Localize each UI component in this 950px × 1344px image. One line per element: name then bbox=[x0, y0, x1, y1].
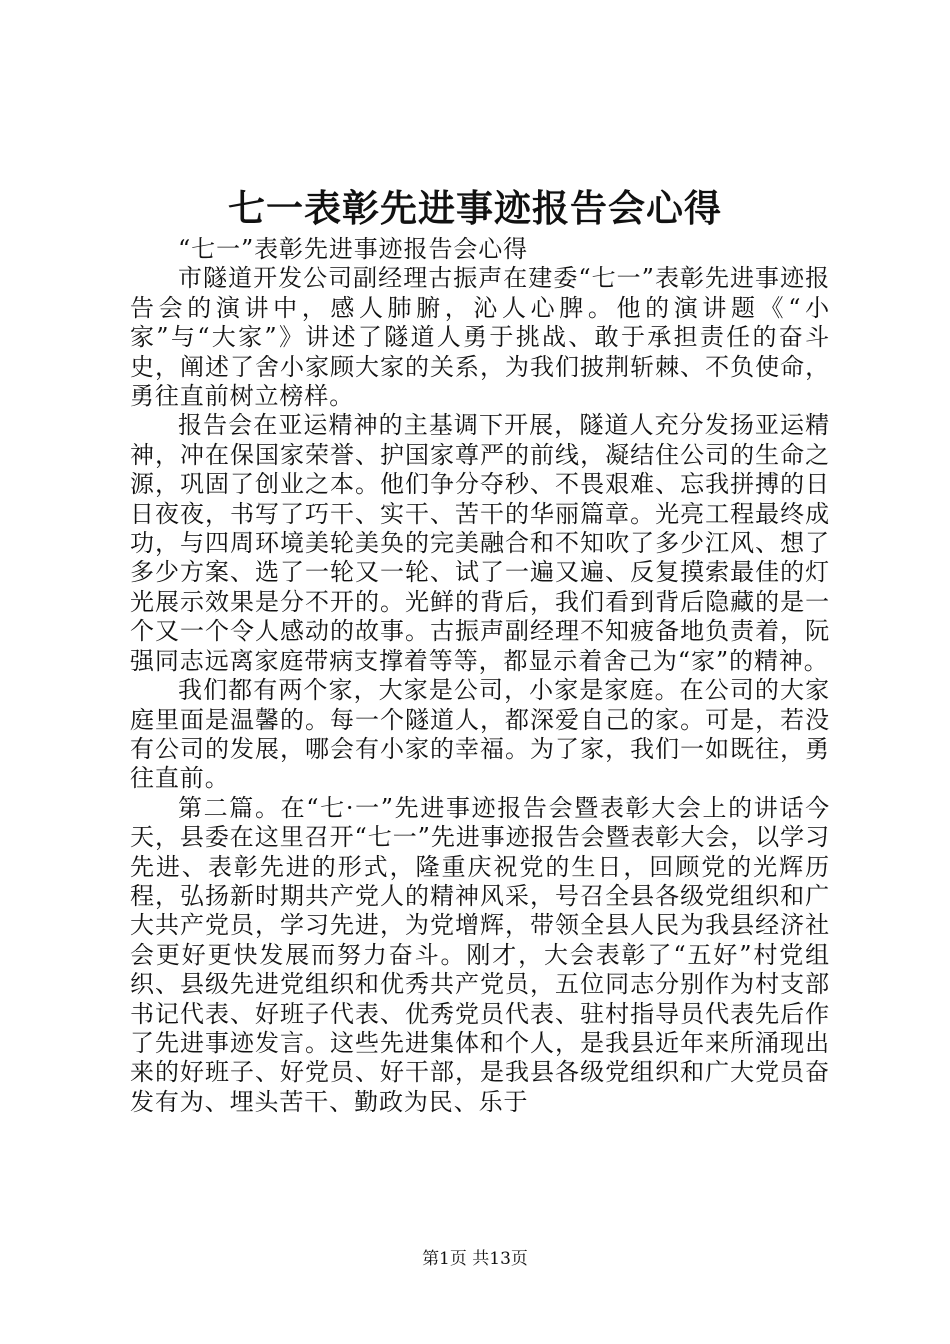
document-title: 七一表彰先进事迹报告会心得 bbox=[228, 186, 722, 230]
paragraph-4: 第二篇。在“七·一”先进事迹报告会暨表彰大会上的讲话今天，县委在这里召开“七一”先进事迹报告会暨表彰大会，以学习先进、表彰先进的形式，隆重庆祝党的生日，回顾党的光辉历程，弘扬新时期共产党人的精神风采，号召全县各级党组织和广大共产党员，学习先进，为党增辉，带领全县人民为我县经济社会更好更快发展而努力奋斗。刚才，大会表彰了“五好”村党组织、县级先进党组织和优秀共产党员，五位同志分别作为村支部书记代表、好班子代表、优秀党员代表、驻村指导员代表先后作了先进事迹发言。这些先进集体和个人，是我县近年来所涌现出来的好班子、好党员、好干部，是我县各级党组织和广大党员奋发有为、埋头苦干、勤政为民、乐于 bbox=[130, 793, 830, 1116]
document-body bbox=[130, 235, 830, 1117]
paragraph-1: 市隧道开发公司副经理古振声在建委“七一”表彰先进事迹报告会的演讲中，感人肺腑，沁人心脾。他的演讲题《“小家”与“大家”》讲述了隧道人勇于挑战、敢于承担责任的奋斗史，阐述了舍小家顾大家的关系，为我们披荆斩棘、不负使命，勇往直前树立榜样。 bbox=[130, 264, 830, 411]
paragraph-2: 报告会在亚运精神的主基调下开展，隧道人充分发扬亚运精神，冲在保国家荣誉、护国家尊严的前线，凝结住公司的生命之源，巩固了创业之本。他们争分夺秒、不畏艰难、忘我拼搏的日日夜夜，书写了巧干、实干、苦干的华丽篇章。光亮工程最终成功，与四周环境美轮美奂的完美融合和不知吹了多少江风、想了多少方案、选了一轮又一轮、试了一遍又遍、反复摸索最佳的灯光展示效果是分不开的。光鲜的背后，我们看到背后隐藏的是一个又一个令人感动的故事。古振声副经理不知疲备地负责着，阮强同志远离家庭带病支撑着等等，都显示着舍己为“家”的精神。 bbox=[130, 411, 830, 675]
paragraph-3: 我们都有两个家，大家是公司，小家是家庭。在公司的大家庭里面是温馨的。每一个隧道人，都深爱自己的家。可是，若没有公司的发展，哪会有小家的幸福。为了家，我们一如既往，勇往直前。 bbox=[130, 676, 830, 793]
paragraph-subtitle: “七一”表彰先进事迹报告会心得 bbox=[178, 235, 529, 263]
page-footer: 第1页 共13页 bbox=[422, 1249, 528, 1269]
